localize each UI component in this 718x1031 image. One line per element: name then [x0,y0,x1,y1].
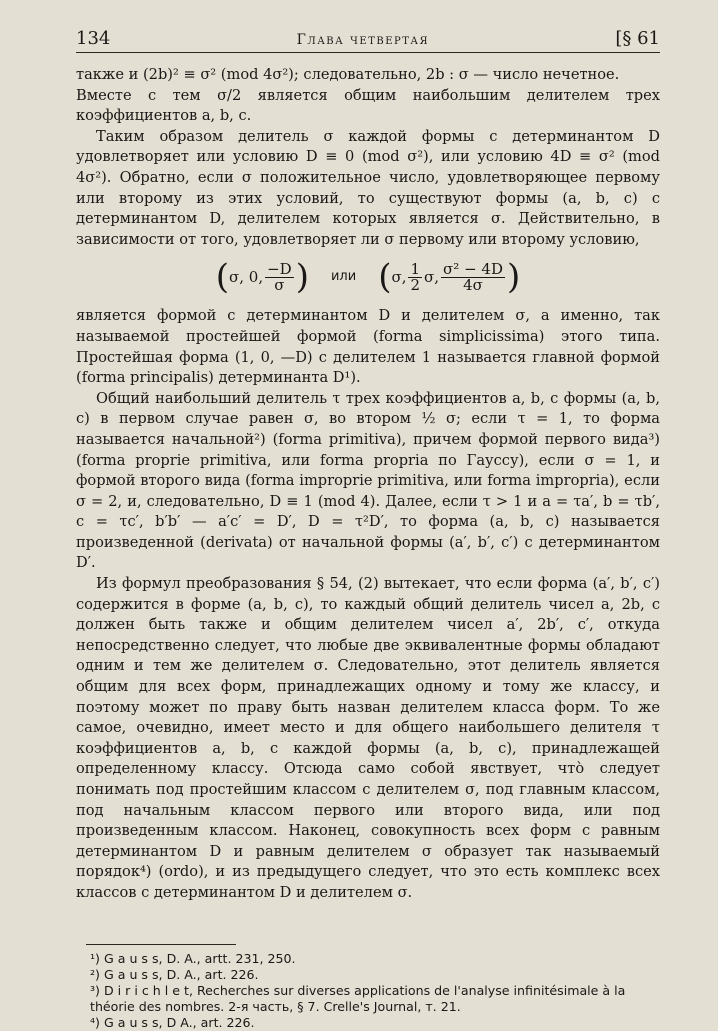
formula-left-head: σ, 0, [229,268,264,287]
footnote-3: ³) D i r i c h l e t, Recherches sur diverses applications de l'analyse infinitésimale à la théorie des nombres. 2-я часть, § 7. Crelle's Journal, т. 21. [90,982,626,1014]
running-header [76,28,660,53]
footnotes [90,951,660,1031]
formula-half-numerator: 1 [410,259,421,278]
formula-right-numerator: σ² − 4D [443,259,503,278]
page-number: 134 [76,28,111,49]
paragraph-5: Из формул преобразования § 54, (2) вытекает, что если форма (a′, b′, c′) содержится в форме (a, b, c), то каждый общий делитель чисел a, 2b, c должен быть также и общим делителем чисел a′, 2b′, c′, откуда непосредственно следует, что любые две эквивалентные формы обладают одним и тем же делителем σ. Следовательно, этот делитель является общим для всех форм, принадлежащих одному и тому же классу, и поэтому может по праву быть назван делителем класса форм. То же самое, очевидно, имеет место и для общего наибольшего делителя τ коэффициентов a, b, c каждой формы (a, b, c), принадлежащей определенному классу. Отсюда само собой явствует, что̀ следует понимать под простейшим классом с делителем σ, под главным классом, под начальным классом первого или второго вида, или под произведенным классом. Наконец, совокупность всех форм с равным детерминантом D и равным делителем σ образует так называемый порядок⁴) (ordo), и из предыдущего следует, что это есть комплекс всех классов с детерминантом D и делителем σ. [76,575,660,901]
simplest-form-second: ( σ, $\frac{1}{2}$ σ, $\frac{\text{σ² − 4D}}{4\sigma}$ ) [378,257,521,298]
formula-left-numerator: −D [267,259,292,278]
display-formula [76,257,660,298]
main-text [76,65,660,904]
formula-left-denominator: σ [274,275,285,294]
section-number: [§ 61 [615,28,660,49]
paragraph-1: также и (2b)² ≡ σ² (mod 4σ²); следовательно, 2b : σ — число нечетное. [76,66,620,83]
formula-right-mid: σ, [424,268,440,287]
footnote-4: ⁴) G a u s s, D A., art. 226. [90,1014,255,1030]
chapter-title: Глава четвертая [296,32,430,48]
paragraph-2: Таким образом делитель σ каждой формы с детерминантом D удовлетворяет или условию D ≡ 0 (mod σ²), или условию 4D ≡ σ² (mod 4σ²). Обратно, если σ положительное число, удовлетворяющее первому или второму из этих условий, то существуют формы (a, b, c) с детерминантом D, делителем которых является σ. Действительно, в зависимости от того, удовлетворяет ли σ первому или второму условию, [76,127,660,248]
paragraph-3: является формой с детерминантом D и делителем σ, а именно, так называемой простейшей формой (forma simplicissima) этого типа. Простейшая форма (1, 0, —D) с делителем 1 называется главной формой (forma principalis) детерминанта D¹). [76,307,660,387]
paragraph-4: Общий наибольший делитель τ трех коэффициентов a, b, c формы (a, b, c) в первом случае равен σ, во втором ½ σ; если τ = 1, то форма называется начальной²) (forma primitiva), причем формой первого вида³) (forma proprie primitiva, или forma propria по Гауссу), если σ = 1, и формой второго вида (forma improprie primitiva, или forma impropria), если σ = 2, и, следовательно, D ≡ 1 (mod 4). Далее, если τ > 1 и a = τa′, b = τb′, c = τc′, b′b′ — a′c′ = D′, D = τ²D′, то форма (a, b, c) называется произведенной (derivata) от начальной формы (a′, b′, c′) с детерминантом D′. [76,389,660,572]
footnote-1: ¹) G a u s s, D. A., artt. 231, 250. [90,950,296,966]
simplest-form-first: ( σ, 0, $\frac{-D}{\sigma}$ ) [215,257,309,298]
footnote-2: ²) G a u s s, D. A., art. 226. [90,966,259,982]
formula-right-head: σ, [391,268,407,287]
formula-connector: или [330,269,357,285]
footnote-separator [86,944,236,945]
formula-half-denominator: 2 [410,275,421,294]
formula-right-denominator: 4σ [463,275,483,294]
paragraph-1b: Вместе с тем σ/2 является общим наибольшим делителем трех коэффициентов a, b, c. [76,86,660,125]
